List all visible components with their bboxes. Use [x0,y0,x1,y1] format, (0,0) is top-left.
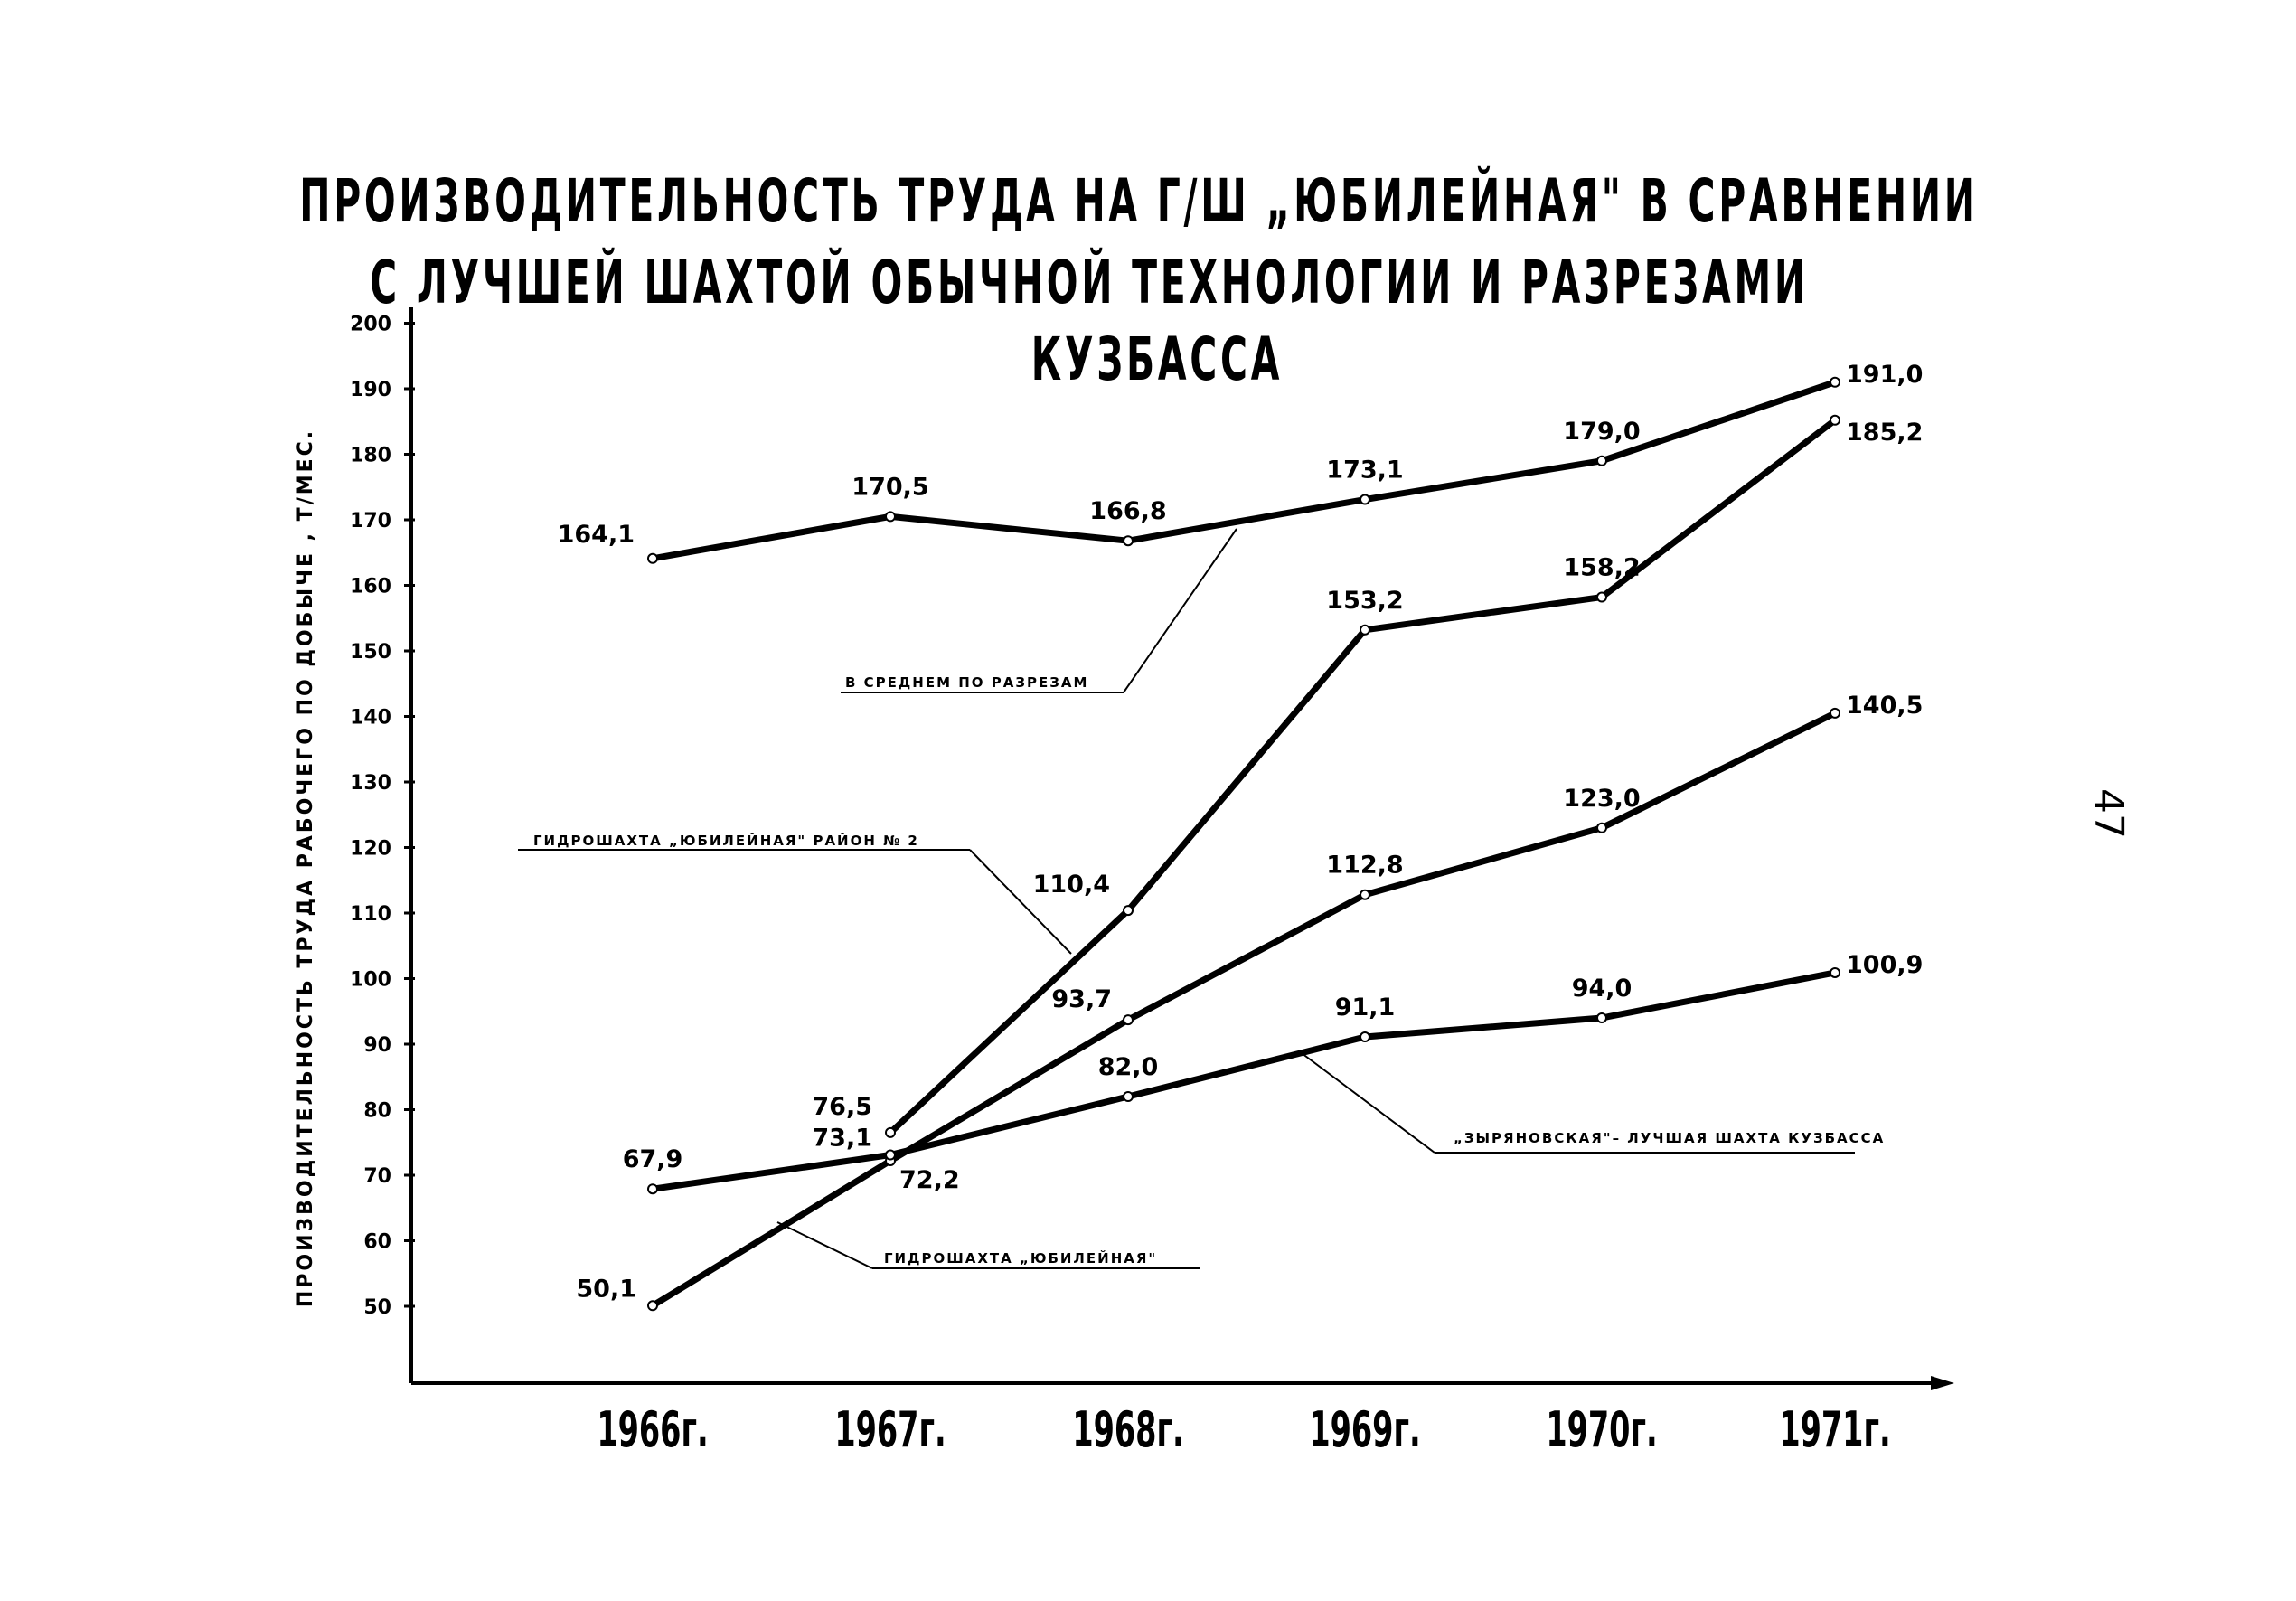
data-point [886,1128,895,1137]
data-label: 93,7 [1051,985,1112,1014]
page-number: 47 [2085,788,2131,839]
data-point [1124,906,1133,915]
x-tick-label: 1966г. [597,1400,709,1459]
callout-leader-line [970,850,1071,954]
data-point [648,1301,657,1310]
x-ticks [597,1401,1890,1459]
data-point [1597,593,1606,602]
y-axis-label: ПРОИЗВОДИТЕЛЬНОСТЬ ТРУДА РАБОЧЕГО ПО ДОБЫЧЕ , Т/МЕС. [295,428,317,1308]
y-tick-label: 120 [350,837,391,861]
y-tick-label: 70 [363,1165,391,1188]
data-label: 158,2 [1563,553,1641,582]
y-tick-label: 200 [350,313,391,336]
y-tick-label: 150 [350,641,391,664]
y-tick-label: 50 [363,1296,391,1319]
data-point [1124,1092,1133,1101]
data-label: 153,2 [1326,586,1404,615]
y-tick-label: 190 [350,379,391,401]
y-tick-label: 180 [350,444,391,467]
callouts [518,529,1885,1268]
y-tick-label: 60 [363,1230,391,1254]
x-tick-label: 1971г. [1779,1400,1891,1459]
y-tick-label: 110 [350,903,391,926]
data-label: 140,5 [1846,691,1924,720]
data-point [1830,968,1840,977]
series-line-2 [890,417,1835,1133]
data-label: 166,8 [1089,497,1167,526]
callout-leader-line [1124,529,1237,692]
y-tick-label: 90 [363,1034,391,1057]
data-label: 164,1 [557,520,635,549]
data-point [1360,1032,1369,1041]
data-point [1124,536,1133,545]
data-point [1597,457,1606,466]
data-point [1830,416,1840,425]
x-tick-label: 1967г. [834,1400,946,1459]
data-label: 82,0 [1097,1053,1159,1081]
data-label: 100,9 [1846,950,1924,979]
data-label: 76,5 [812,1092,872,1121]
data-point [1360,890,1369,899]
data-label: 185,2 [1846,418,1924,447]
y-tick-label: 170 [350,510,391,532]
legend-label-3: ГИДРОШАХТА „ЮБИЛЕЙНАЯ" [884,1250,1158,1267]
y-tick-label: 140 [350,706,391,730]
data-point [1597,824,1606,833]
chart-title [299,165,1979,393]
data-point [648,554,657,563]
data-label: 91,1 [1334,994,1396,1022]
data-label: 67,9 [622,1145,683,1174]
data-label: 179,0 [1563,417,1641,446]
data-label: 94,0 [1571,975,1633,1003]
data-point [886,1151,895,1160]
data-point [1124,1015,1133,1024]
data-label: 110,4 [1032,871,1110,899]
x-tick-label: 1968г. [1072,1400,1184,1459]
y-tick-label: 130 [350,772,391,795]
legend-label-2: ГИДРОШАХТА „ЮБИЛЕЙНАЯ" РАЙОН № 2 [533,833,919,849]
x-tick-label: 1970г. [1546,1400,1658,1459]
y-ticks [350,314,415,1320]
x-tick-label: 1969г. [1309,1400,1421,1459]
data-label: 123,0 [1563,784,1641,813]
data-label: 72,2 [899,1166,960,1195]
chart-title-line-3: КУЗБАССА [1030,324,1284,394]
data-point [1360,626,1369,635]
chart-title-line-2: С ЛУЧШЕЙ ШАХТОЙ ОБЫЧНОЙ ТЕХНОЛОГИИ И РАЗРЕЗАМИ [370,247,1809,317]
x-axis-arrow [1931,1376,1954,1390]
series-line-1 [653,382,1835,559]
callout-leader-line [777,1222,872,1268]
y-tick-label: 80 [363,1099,391,1123]
data-point [648,1184,657,1193]
data-label: 170,5 [852,473,929,502]
data-label: 191,0 [1846,360,1924,389]
data-point [1360,495,1369,504]
data-label: 112,8 [1326,851,1404,880]
data-point [886,512,895,521]
data-label: 73,1 [812,1124,872,1153]
chart-title-line-1: ПРОИЗВОДИТЕЛЬНОСТЬ ТРУДА НА Г/Ш „ЮБИЛЕЙНАЯ" В СРАВНЕНИИ [299,165,1979,236]
legend-label-4: „ЗЫРЯНОВСКАЯ"– ЛУЧШАЯ ШАХТА КУЗБАССА [1454,1130,1886,1146]
legend-label-1: В СРЕДНЕМ ПО РАЗРЕЗАМ [845,674,1089,691]
data-point [1597,1013,1606,1022]
data-point [1830,378,1840,387]
y-tick-label: 160 [350,575,391,598]
data-point [1830,709,1840,718]
data-label: 173,1 [1326,456,1404,485]
callout-leader-line [1302,1053,1435,1153]
y-tick-label: 100 [350,968,391,992]
data-label: 50,1 [576,1275,636,1304]
series-line-4 [653,973,1835,1189]
